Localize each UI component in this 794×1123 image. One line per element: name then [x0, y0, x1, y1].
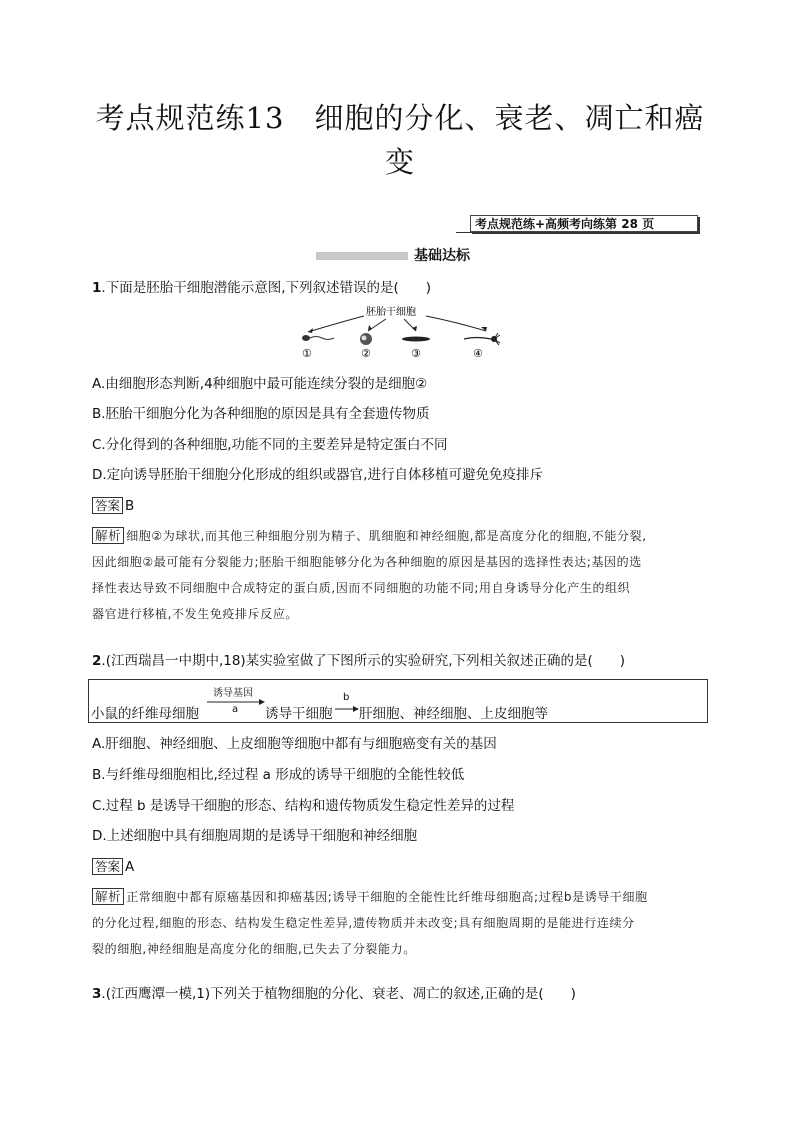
- arrow-to-cell-4: [426, 316, 486, 331]
- question-1-option-a[interactable]: A.由细胞形态判断,4种细胞中最可能连续分裂的是细胞②: [92, 376, 428, 392]
- question-2-explanation: [92, 884, 704, 962]
- answer-tag: 答案: [92, 497, 123, 514]
- question-1-explanation: [92, 523, 704, 627]
- explain-line: 裂的细胞,神经细胞是高度分化的细胞,已失去了分裂能力。: [92, 942, 416, 956]
- flow-arrow1-bottom: a: [232, 704, 239, 715]
- explain-line: 细胞②为球状,而其他三种细胞分别为精子、肌细胞和神经细胞,都是高度分化的细胞,不能分裂,: [126, 529, 647, 543]
- reference-leader-line: [456, 232, 472, 233]
- section-bar: [316, 252, 408, 260]
- explain-tag: 解析: [92, 888, 124, 905]
- explain-line: 因此细胞②最可能有分裂能力;胚胎干细胞能够分化为各种细胞的原因是基因的选择性表达;基因的选: [92, 555, 642, 569]
- flow-arrow2-top: b: [343, 692, 350, 703]
- flow-end: 肝细胞、神经细胞、上皮细胞等: [359, 706, 548, 722]
- reference-box: 考点规范练+高频考向练第 28 页: [470, 215, 698, 232]
- question-2-option-c[interactable]: C.过程 b 是诱导干细胞的形态、结构和遗传物质发生稳定性差异的过程: [92, 798, 515, 814]
- section-title: 基础达标: [414, 248, 470, 264]
- question-3-text: .(江西鹰潭一模,1)下列关于植物细胞的分化、衰老、凋亡的叙述,正确的是( ): [101, 986, 576, 1002]
- explain-line: 择性表达导致不同细胞中合成特定的蛋白质,因而不同细胞的功能不同;用自身诱导分化产生的组织: [92, 581, 631, 595]
- question-1-option-d[interactable]: D.定向诱导胚胎干细胞分化形成的组织或器官,进行自体移植可避免免疫排斥: [92, 467, 543, 483]
- question-1-option-b[interactable]: B.胚胎干细胞分化为各种细胞的原因是具有全套遗传物质: [92, 406, 430, 422]
- question-2-text: .(江西瑞昌一中期中,18)某实验室做了下图所示的实验研究,下列相关叙述正确的是( ): [101, 653, 626, 669]
- neuron-cell-icon: [464, 333, 500, 345]
- question-2-answer: [92, 858, 134, 876]
- question-2-option-b[interactable]: B.与纤维母细胞相比,经过程 a 形成的诱导干细胞的全能性较低: [92, 767, 465, 783]
- arrow-to-cell-1: [308, 316, 364, 332]
- answer-tag: 答案: [92, 858, 123, 875]
- explain-line: 的分化过程,细胞的形态、结构发生稳定性差异,遗传物质并未改变;具有细胞周期的是能进行连续分: [92, 916, 635, 930]
- cell-label-4: ④: [473, 347, 483, 360]
- explain-line: 正常细胞中都有原癌基因和抑癌基因;诱导干细胞的全能性比纤维母细胞高;过程b是诱导干细胞: [126, 890, 648, 904]
- answer-value: B: [125, 498, 135, 514]
- explain-line: 器官进行移植,不发生免疫排斥反应。: [92, 607, 299, 621]
- page-title: [90, 96, 710, 184]
- sperm-cell-icon: [302, 335, 334, 341]
- question-2-option-a[interactable]: A.肝细胞、神经细胞、上皮细胞等细胞中都有与细胞癌变有关的基因: [92, 736, 497, 752]
- diagram-caption: 胚胎干细胞: [366, 307, 416, 318]
- experiment-flow-box: [88, 679, 708, 723]
- flow-middle: 诱导干细胞: [265, 706, 333, 722]
- title-line-1: 考点规范练13 细胞的分化、衰老、凋亡和癌: [95, 101, 705, 135]
- question-2-option-d[interactable]: D.上述细胞中具有细胞周期的是诱导干细胞和神经细胞: [92, 828, 418, 844]
- question-1-answer: [92, 497, 134, 515]
- flow-arrow-2: [335, 705, 359, 713]
- question-3-stem: [92, 985, 576, 1003]
- cell-label-3: ③: [411, 347, 421, 360]
- question-1-number: 1: [92, 280, 102, 296]
- question-1-option-c[interactable]: C.分化得到的各种细胞,功能不同的主要差异是特定蛋白不同: [92, 437, 448, 453]
- question-1-stem: [92, 279, 431, 297]
- round-cell-icon: [360, 333, 372, 345]
- muscle-cell-icon: [402, 337, 430, 342]
- cell-label-1: ①: [302, 347, 312, 360]
- explain-tag: 解析: [92, 527, 124, 544]
- flow-start: 小鼠的纤维母细胞: [91, 706, 199, 722]
- question-2-number: 2: [92, 653, 102, 669]
- stem-cell-diagram: [286, 302, 526, 362]
- flow-arrow1-top: 诱导基因: [213, 688, 253, 699]
- question-1-text: .下面是胚胎干细胞潜能示意图,下列叙述错误的是( ): [101, 280, 432, 296]
- title-line-2: 变: [384, 145, 415, 179]
- answer-value: A: [125, 859, 135, 875]
- cell-label-2: ②: [361, 347, 371, 360]
- question-3-number: 3: [92, 986, 102, 1002]
- question-2-stem: [92, 652, 625, 670]
